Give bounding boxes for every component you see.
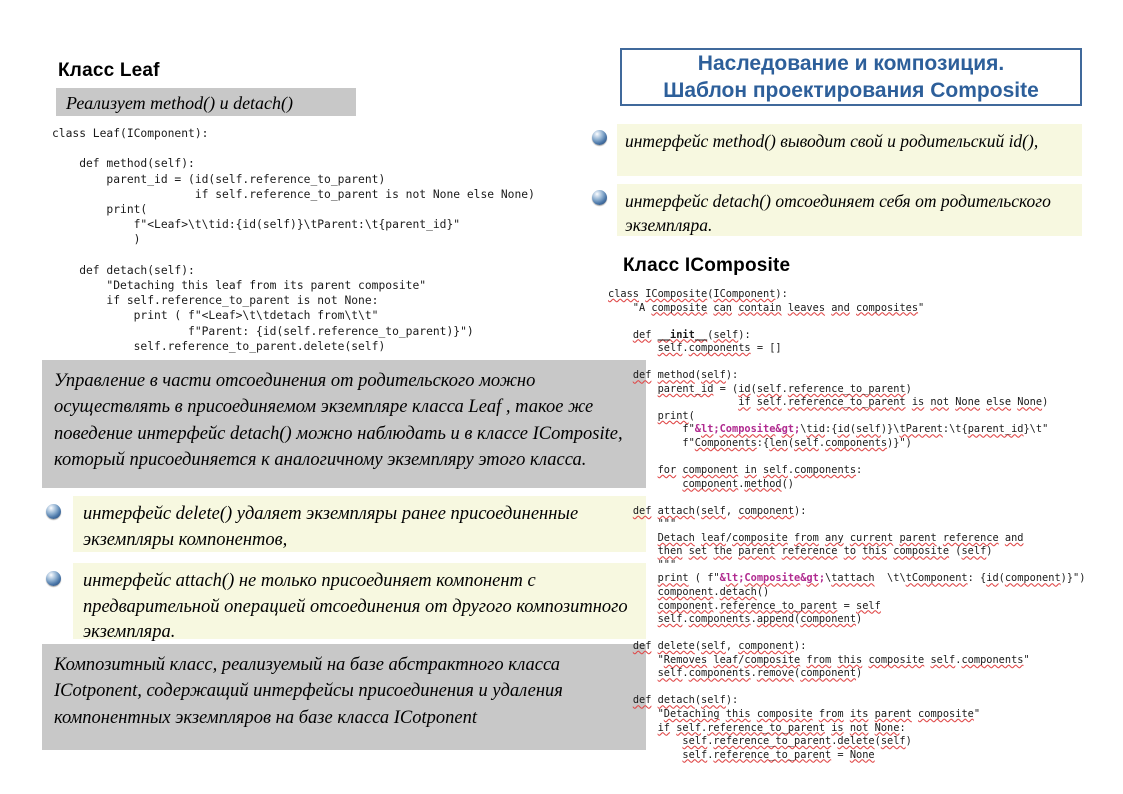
icomposite-code-block	[608, 288, 1088, 762]
code-line: component.reference_to_parent = self	[657, 599, 881, 612]
code-line: if self.reference_to_parent is not None else None)	[738, 396, 1049, 409]
code-line	[608, 451, 1088, 465]
code-line: def method(self):	[52, 157, 195, 171]
init-token: __init__	[657, 328, 708, 341]
right-bullet-text-1: интерфейс method() выводит свой и родительский id(),	[625, 131, 1039, 151]
code-line	[608, 315, 1088, 329]
leaf-class-heading: Класс Leaf	[58, 60, 160, 81]
leaf-note-grey-2: Композитный класс, реализуемый на базе абстрактного класса ICotponent, содержащий интерфейсы присоединения и удаления компонентных экземпляров на базе класса ICotponent	[42, 644, 646, 750]
code-line	[608, 356, 1088, 370]
left-bullet-item-1	[73, 496, 646, 552]
code-line: then set the parent reference to this composite (self)	[657, 545, 993, 558]
leaf-code-block	[52, 126, 612, 354]
code-line: def delete(self, component):	[632, 640, 807, 653]
code-line: f"Components:{len(self.components)}")	[608, 437, 912, 450]
slide-title-panel	[620, 48, 1082, 106]
code-line: "Detaching this composite from its parent composite"	[608, 707, 981, 720]
code-line	[52, 141, 612, 156]
composite-token: &lt;Composite&gt;	[719, 572, 826, 585]
left-bullet-text-2: интерфейс attach() не только присоединяет компонент с предварительной операцией отсоединения от другого композитного экземпляра.	[83, 571, 628, 643]
left-bullet-item-2	[73, 563, 646, 643]
bullet-sphere-icon	[592, 130, 607, 145]
code-line: f"Parent: {id(self.reference_to_parent)}")	[52, 324, 474, 338]
code-line: Detach leaf/composite from any current parent reference and	[657, 531, 1024, 544]
code-line: def method(self):	[632, 369, 739, 382]
right-bullet-item-1	[617, 124, 1082, 176]
code-line: component.detach()	[657, 586, 770, 599]
code-line: if self.reference_to_parent is not None else None)	[52, 187, 535, 201]
right-bullet-item-2	[617, 184, 1082, 236]
leaf-caption-strip: Реализует method() и detach()	[56, 88, 356, 116]
code-line: "Removes leaf/composite from this composite self.components"	[608, 653, 1030, 666]
code-line	[608, 681, 1088, 695]
code-line	[52, 248, 612, 263]
icomposite-class-heading: Класс IComposite	[623, 255, 791, 276]
code-line: )	[52, 233, 141, 247]
code-line: "Detaching this leaf from its parent composite"	[52, 279, 427, 293]
code-line: "A composite can contain leaves and composites"	[608, 301, 925, 314]
code-line	[608, 491, 1088, 505]
code-line: """	[608, 518, 677, 531]
code-line: self.reference_to_parent.delete(self)	[682, 735, 912, 748]
code-line: parent_id = (id(self.reference_to_parent)	[52, 172, 386, 186]
code-line: def __init__(self):	[632, 328, 751, 341]
code-line: print(	[52, 203, 148, 217]
code-line: f"&lt;Composite&gt;\tid:{id(self)}\tParent:\t{parent_id}\t"	[608, 423, 1049, 436]
code-line: f"<Leaf>\t\tid:{id(self)}\tParent:\t{parent_id}"	[52, 218, 461, 232]
code-line: print ( f"<Leaf>\t\tdetach from\t\t"	[52, 309, 379, 323]
code-line: self.components = []	[657, 342, 782, 355]
code-line: print ( f"&lt;Composite&gt;\tattach \t\tComponent: {id(component)}")	[657, 572, 1086, 585]
bullet-sphere-icon	[46, 571, 61, 586]
code-line: def detach(self):	[52, 263, 195, 277]
code-line: self.reference_to_parent = None	[682, 748, 875, 761]
left-bullet-text-1: интерфейс delete() удаляет экземпляры ранее присоединенные экземпляры компонентов,	[83, 504, 579, 550]
leaf-note-grey-1: Управление в части отсоединения от родительского можно осуществлять в присоединяемом экземпляре класса Leaf , такое же поведение интерфейс detach() можно наблюдать и в классе ICompоsite, который присоединяется к аналогичному экземпляру этого класса.	[42, 360, 646, 488]
code-line: def attach(self, component):	[632, 504, 807, 517]
slide-title-line-1: Наследование и композиция.	[697, 51, 1005, 75]
composite-token: &lt;Composite&gt;	[694, 423, 801, 436]
code-line: parent_id = (id(self.reference_to_parent)	[657, 382, 912, 395]
slide-title-line-2: Шаблон проектирования Composite	[663, 79, 1039, 102]
code-line: def detach(self):	[632, 694, 739, 707]
code-line: """	[608, 558, 677, 571]
code-line: for component in self.components:	[657, 464, 863, 477]
code-line: class IComposite(IComponent):	[608, 288, 788, 300]
code-line: self.components.remove(component)	[657, 667, 863, 680]
right-bullet-text-2: интерфейс detach() отсоединяет себя от родительского экземпляра.	[625, 191, 1051, 236]
code-line: print(	[657, 409, 695, 422]
code-line: if self.reference_to_parent is not None:	[52, 294, 379, 308]
code-line: component.method()	[682, 477, 795, 490]
code-line	[608, 627, 1088, 641]
bullet-sphere-icon	[592, 190, 607, 205]
code-line: self.reference_to_parent.delete(self)	[52, 339, 386, 353]
code-line: class Leaf(IComponent):	[52, 127, 209, 140]
code-line: self.components.append(component)	[657, 613, 863, 626]
code-line: if self.reference_to_parent is not None:	[657, 721, 906, 734]
bullet-sphere-icon	[46, 504, 61, 519]
